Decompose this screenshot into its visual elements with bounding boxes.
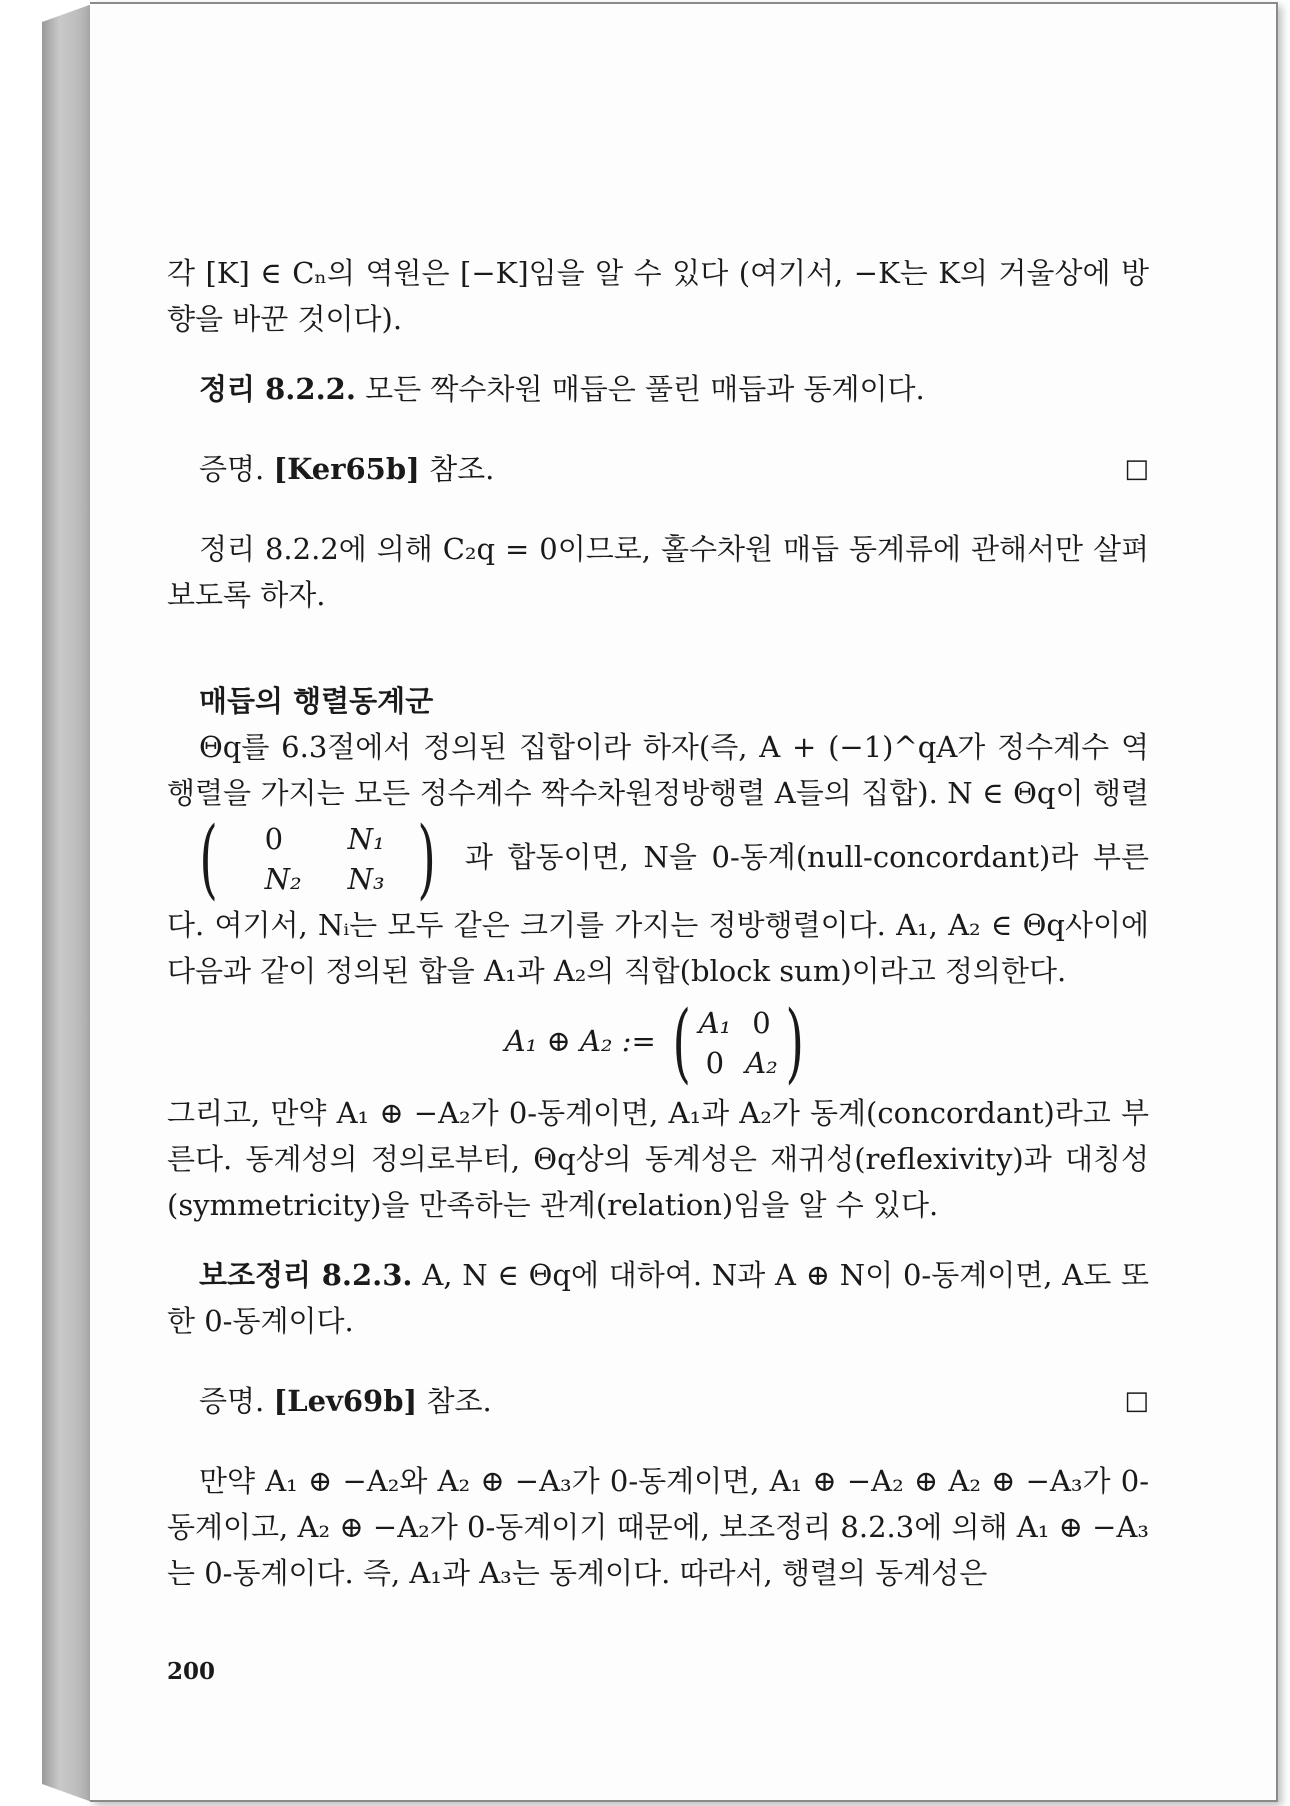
paragraph-matrix-definition <box>167 724 1149 994</box>
matrix-cell: N₃ <box>347 862 385 896</box>
proof-theorem-8-2-2 <box>167 446 1149 492</box>
proof-ref-text: 참조. <box>426 1384 492 1418</box>
matrix-cell: A₂ <box>745 1046 778 1080</box>
paragraph-odd-dimension: 정리 8.2.2에 의해 C₂q = 0이므로, 홀수차원 매듭 동계류에 관해서만 살펴보도록 하자. <box>167 532 1149 612</box>
book-spine-edge <box>42 4 92 1802</box>
matrix-cell: 0 <box>705 1046 725 1080</box>
qed-symbol: □ <box>1124 1386 1149 1416</box>
proof-label: 증명. <box>199 452 265 486</box>
citation-ker65b[interactable]: [Ker65b] <box>273 452 420 486</box>
proof-label: 증명. <box>199 1384 265 1418</box>
theorem-label: 정리 8.2.2. <box>199 372 356 406</box>
matrix-cell: 0 <box>264 822 284 856</box>
matrix-cell: A₁ <box>698 1006 732 1040</box>
matrix-cell: N₁ <box>347 822 385 856</box>
theorem-8-2-2 <box>167 366 1149 412</box>
section-heading: 매듭의 행렬동계군 <box>199 684 434 718</box>
page-content <box>167 250 1149 1596</box>
citation-lev69b[interactable]: [Lev69b] <box>273 1384 418 1418</box>
paragraph-matrix-part-a: Θq를 6.3절에서 정의된 집합이라 하자(즉, A + (−1)^qA가 정수계수 역행렬을 가지는 모든 정수계수 짝수차원정방행렬 A들의 집합). N ∈ Θq이 행렬 <box>167 730 1149 810</box>
paragraph-matrix-part-b: 과 합동이면, N을 0-동계(null-concordant)라 부른다. 여기서, Nᵢ는 모두 같은 크기를 가지는 정방행렬이다. A₁, A₂ ∈ Θq사이에 다음과 같이 정의된 합을 A₁과 A₂의 직합(block sum)이라고 정의한다. <box>167 840 1149 988</box>
lemma-label: 보조정리 8.2.3. <box>199 1258 413 1292</box>
proof-lemma-8-2-3 <box>167 1378 1149 1424</box>
matrix-cell: N₂ <box>264 862 302 896</box>
proof-ref-text: 참조. <box>429 452 495 486</box>
matrix-cell: 0 <box>752 1006 771 1040</box>
block-sum-formula <box>167 993 1149 1093</box>
formula-lhs: A₁ ⊕ A₂ := <box>504 1024 656 1058</box>
paragraph-inverse: 각 [K] ∈ Cₙ의 역원은 [−K]임을 알 수 있다 (여기서, −K는 K의 거울상에 방향을 바꾼 것이다). <box>167 256 1149 336</box>
qed-symbol: □ <box>1124 454 1149 484</box>
lemma-text: A, N ∈ Θq에 대하여. N과 A ⊕ N이 0-동계이면, A도 또한 0-동계이다. <box>167 1258 1149 1338</box>
theorem-text: 모든 짝수차원 매듭은 풀린 매듭과 동계이다. <box>365 372 925 406</box>
lemma-8-2-3 <box>167 1252 1149 1344</box>
paragraph-concordance: 그리고, 만약 A₁ ⊕ −A₂가 0-동계이면, A₁과 A₂가 동계(concordant)라고 부른다. 동계성의 정의로부터, Θq상의 동계성은 재귀성(reflexivity)과 대칭성(symmetricity)을 만족하는 관계(relation)임을 알 수 있다. <box>167 1096 1149 1222</box>
paragraph-transitivity: 만약 A₁ ⊕ −A₂와 A₂ ⊕ −A₃가 0-동계이면, A₁ ⊕ −A₂ ⊕ A₂ ⊕ −A₃가 0-동계이고, A₂ ⊕ −A₂가 0-동계이기 때문에, 보조정리 8.2.3에 의해 A₁ ⊕ −A₃는 0-동계이다. 즉, A₁과 A₃는 동계이다. 따라서, 행렬의 동계성은 <box>167 1464 1149 1590</box>
matrix-block-sum: ( A₁ 0 0 A₂ ) <box>672 993 804 1093</box>
matrix-null-concordant: ( 0 N₁ N₂ N₃ ) <box>199 809 436 909</box>
page-number: 200 <box>167 1658 216 1685</box>
